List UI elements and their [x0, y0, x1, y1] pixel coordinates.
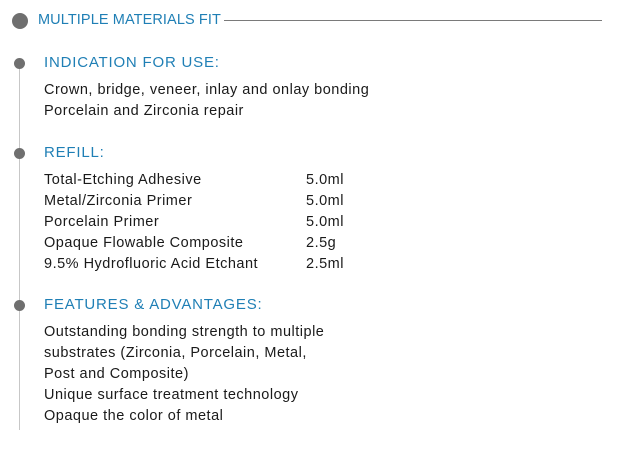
refill-row — [44, 212, 366, 233]
refill-item-name: Opaque Flowable Composite — [44, 235, 244, 251]
header-divider — [224, 20, 602, 21]
refill-row — [44, 254, 366, 275]
features-line: Post and Composite) — [44, 366, 189, 382]
refill-row — [44, 170, 366, 191]
features-line: substrates (Zirconia, Porcelain, Metal, — [44, 345, 307, 361]
section-header — [12, 11, 602, 31]
indication-bullet-icon — [14, 58, 25, 69]
indication-line: Porcelain and Zirconia repair — [44, 103, 244, 119]
refill-bullet-icon — [14, 148, 25, 159]
features-title: FEATURES & ADVANTAGES: — [44, 296, 263, 313]
refill-item-name: Porcelain Primer — [44, 214, 160, 230]
refill-item-name: Metal/Zirconia Primer — [44, 193, 193, 209]
features-line: Outstanding bonding strength to multiple — [44, 324, 325, 340]
refill-list — [44, 170, 366, 275]
header-title: MULTIPLE MATERIALS FIT — [38, 12, 221, 28]
features-bullet-icon — [14, 300, 25, 311]
refill-row — [44, 233, 366, 254]
indication-title: INDICATION FOR USE: — [44, 54, 220, 71]
refill-item-qty: 5.0ml — [306, 214, 344, 230]
timeline-line — [19, 62, 20, 430]
features-list — [44, 322, 324, 427]
indication-line: Crown, bridge, veneer, inlay and onlay bonding — [44, 82, 370, 98]
refill-item-qty: 2.5ml — [306, 256, 344, 272]
refill-item-name: 9.5% Hydrofluoric Acid Etchant — [44, 256, 259, 272]
features-line: Opaque the color of metal — [44, 408, 224, 424]
refill-item-qty: 2.5g — [306, 235, 337, 251]
header-bullet-icon — [12, 13, 28, 29]
refill-title: REFILL: — [44, 144, 105, 161]
refill-item-name: Total-Etching Adhesive — [44, 172, 202, 188]
features-line: Unique surface treatment technology — [44, 387, 299, 403]
refill-row — [44, 191, 366, 212]
refill-item-qty: 5.0ml — [306, 193, 344, 209]
indication-list — [44, 80, 369, 122]
refill-item-qty: 5.0ml — [306, 172, 344, 188]
